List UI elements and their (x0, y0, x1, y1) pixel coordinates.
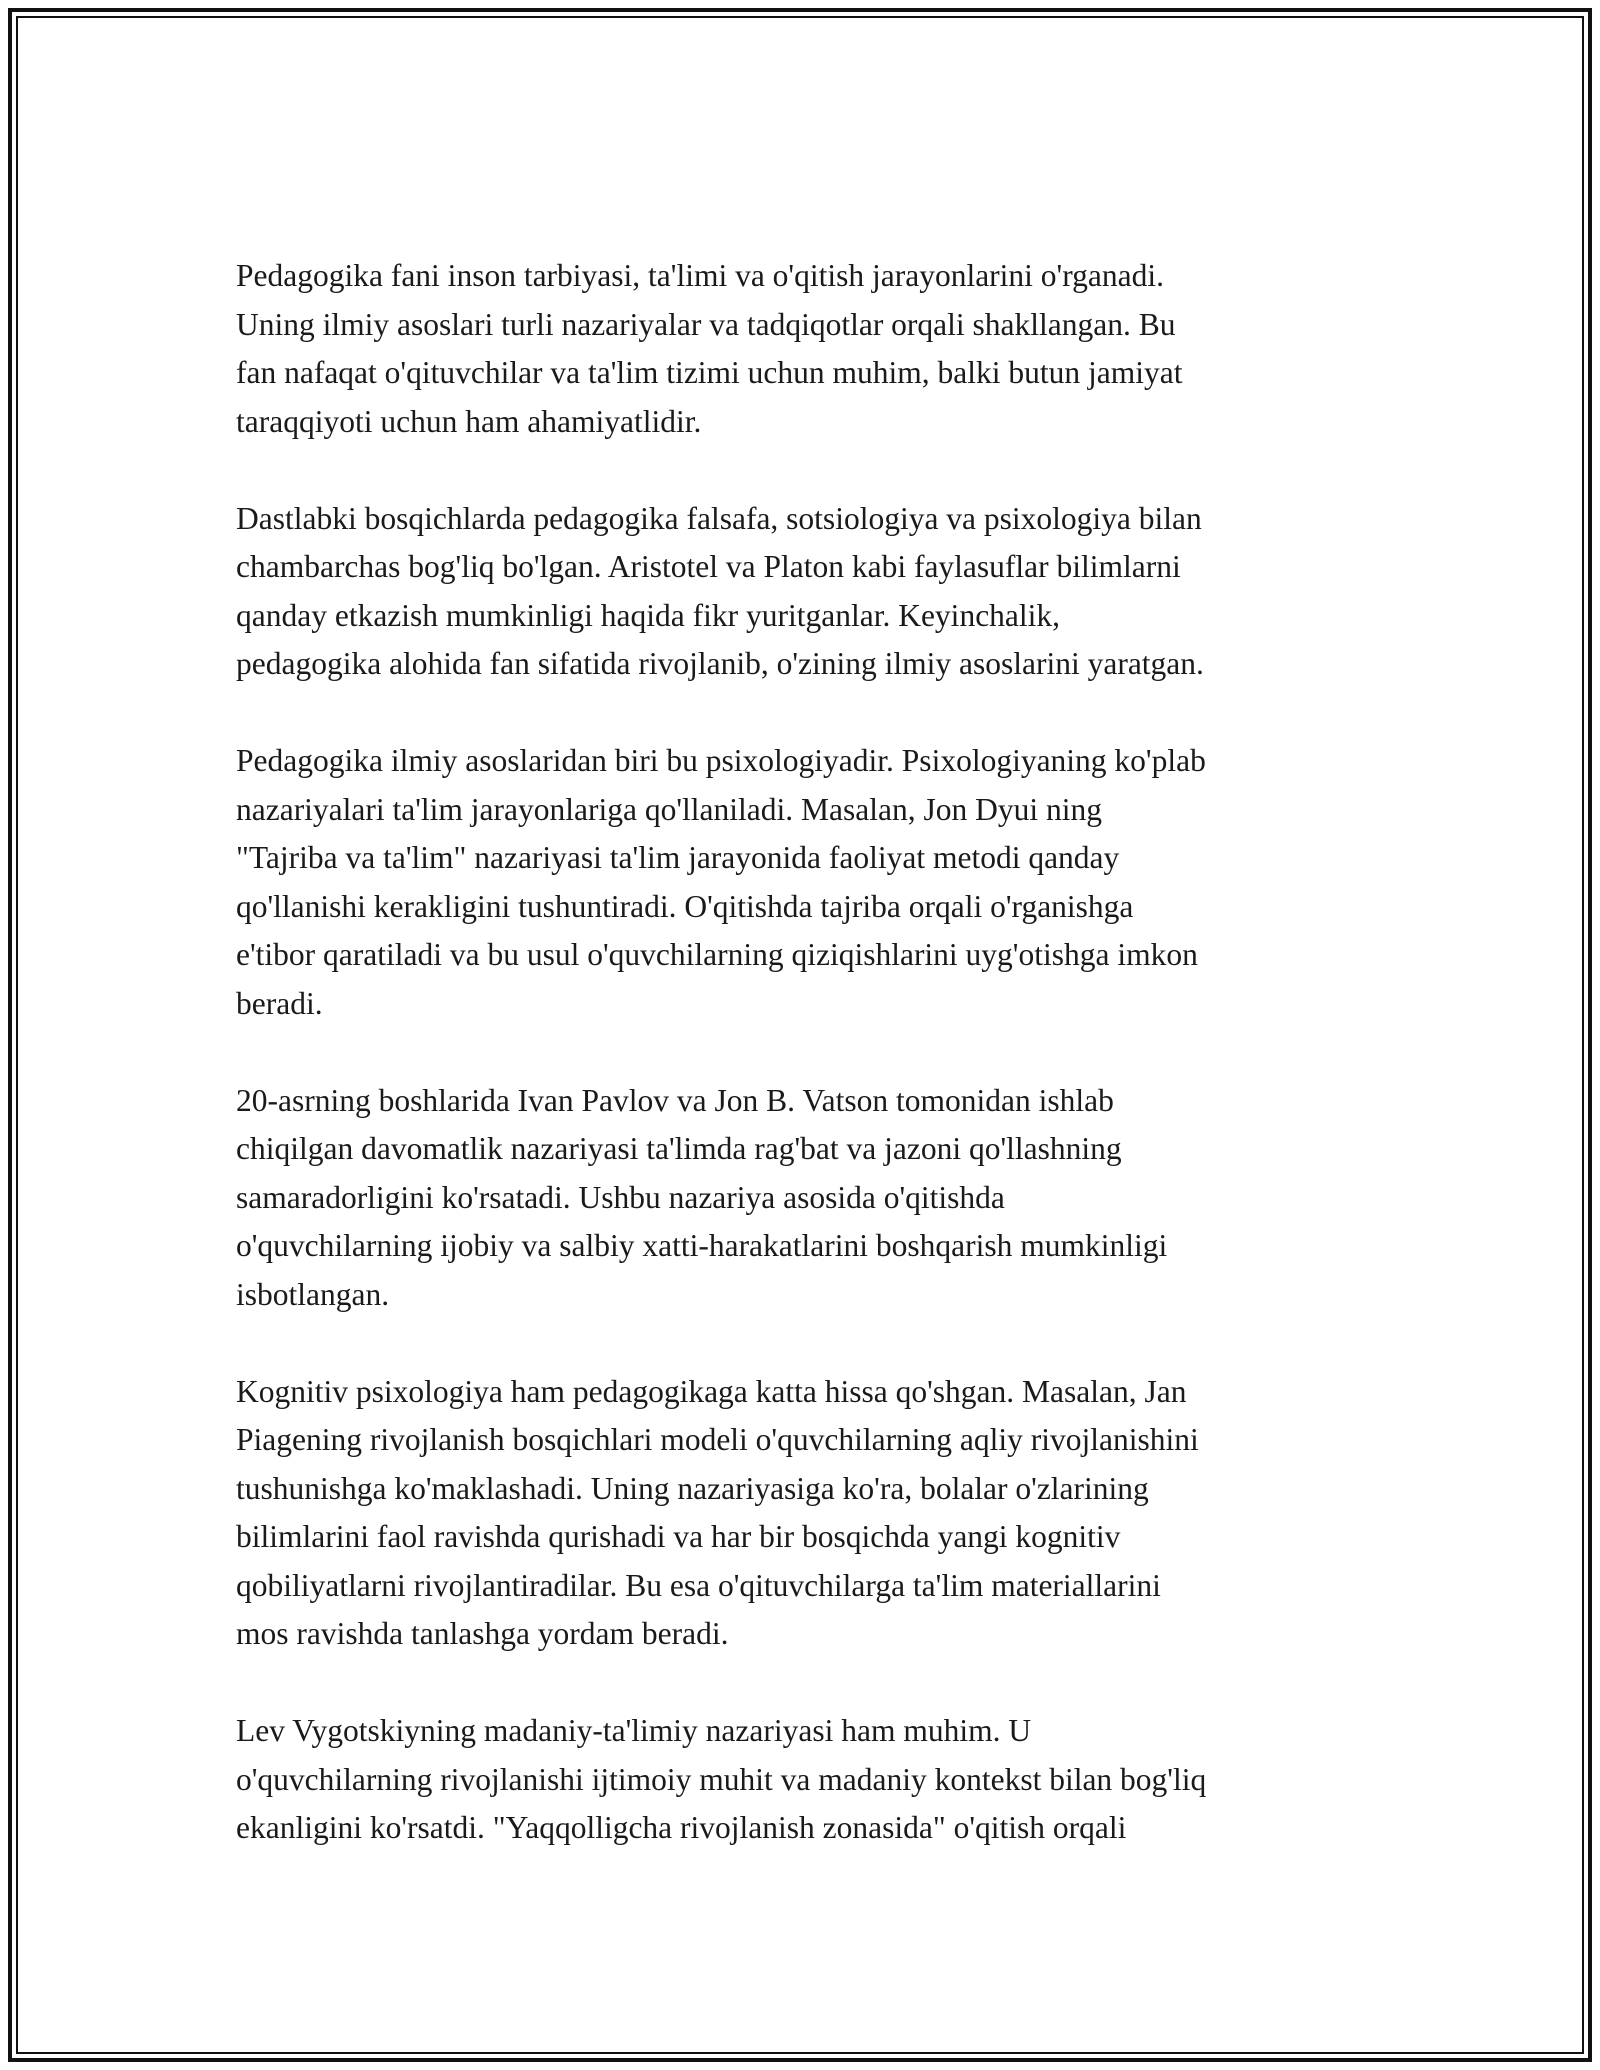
paragraph-2: Dastlabki bosqichlarda pedagogika falsafa, sotsiologiya va psixologiya bilan chambarchas bog'liq bo'lgan. Aristotel va Platon kabi faylasuflar bilimlarni qanday etkazish mumkinligi haqida fikr yuritganlar. Keyinchalik, pedagogika alohida fan sifatida rivojlanib, o'zining ilmiy asoslarini yaratgan. (236, 500, 1204, 681)
document-body (236, 252, 1376, 1901)
paragraph-4: 20-asrning boshlarida Ivan Pavlov va Jon B. Vatson tomonidan ishlab chiqilgan davomatlik nazariyasi ta'limda rag'bat va jazoni qo'llashning samaradorligini ko'rsatadi. Ushbu nazariya asosida o'qitishda o'quvchilarning ijobiy va salbiy xatti-harakatlarini boshqarish mumkinligi isbotlangan. (236, 1082, 1168, 1312)
paragraph-5: Kognitiv psixologiya ham pedagogikaga katta hissa qo'shgan. Masalan, Jan Piagening rivojlanish bosqichlari modeli o'quvchilarning aqliy rivojlanishini tushunishga ko'maklashadi. Uning nazariyasiga ko'ra, bolalar o'zlarining bilimlarini faol ravishda qurishadi va har bir bosqichda yangi kognitiv qobiliyatlarni rivojlantiradilar. Bu esa o'qituvchilarga ta'lim materiallarini mos ravishda tanlashga yordam beradi. (236, 1373, 1199, 1651)
paragraph-3: Pedagogika ilmiy asoslaridan biri bu psixologiyadir. Psixologiyaning ko'plab nazariyalari ta'lim jarayonlariga qo'llaniladi. Masalan, Jon Dyui ning "Tajriba va ta'lim" nazariyasi ta'lim jarayonida faoliyat metodi qanday qo'llanishi kerakligini tushuntiradi. O'qitishda tajriba orqali o'rganishga e'tibor qaratiladi va bu usul o'quvchilarning qiziqishlarini uyg'otishga imkon beradi. (236, 743, 1206, 1021)
paragraph-6: Lev Vygotskiyning madaniy-ta'limiy nazariyasi ham muhim. U o'quvchilarning rivojlanishi ijtimoiy muhit va madaniy kontekst bilan bog'liq ekanligini ko'rsatdi. "Yaqqolligcha rivojlanish zonasida" o'qitish orqali (236, 1713, 1207, 1845)
paragraph-1: Pedagogika fani inson tarbiyasi, ta'limi va o'qitish jarayonlarini o'rganadi. Uning ilmiy asoslari turli nazariyalar va tadqiqotlar orqali shakllangan. Bu fan nafaqat o'qituvchilar va ta'lim tizimi uchun muhim, balki butun jamiyat taraqqiyoti uchun ham ahamiyatlidir. (236, 258, 1183, 439)
